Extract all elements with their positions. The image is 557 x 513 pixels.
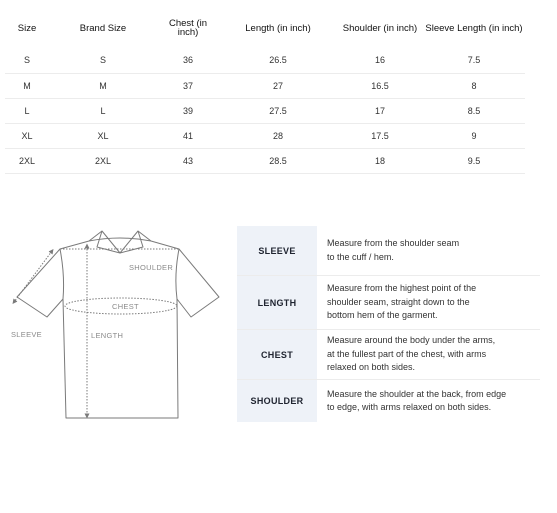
cell-length: 27.5 xyxy=(219,98,337,123)
header-brand-size: Brand Size xyxy=(79,22,127,34)
header-shoulder: Shoulder (in inch) xyxy=(342,22,418,34)
table-row xyxy=(5,123,525,148)
cell-brand-size: S xyxy=(49,48,157,73)
cell-brand-size: XL xyxy=(49,123,157,148)
cell-size: L xyxy=(5,98,49,123)
table-row xyxy=(5,73,525,98)
guide-row-shoulder xyxy=(237,380,540,422)
guide-row-length xyxy=(237,276,540,330)
cell-chest: 36 xyxy=(157,48,219,73)
size-chart-header-row xyxy=(5,8,525,48)
guide-description: Measure from the highest point of the shoulder seam, straight down to the bottom hem of the garment. xyxy=(327,283,477,321)
cell-sleeve-length: 9 xyxy=(423,123,525,148)
chest-diagram-label: CHEST xyxy=(112,302,139,311)
cell-chest: 37 xyxy=(157,73,219,98)
guide-label: LENGTH xyxy=(237,276,317,329)
cell-shoulder: 17.5 xyxy=(337,123,423,148)
guide-row-chest xyxy=(237,330,540,380)
cell-sleeve-length: 8 xyxy=(423,73,525,98)
cell-shoulder: 16.5 xyxy=(337,73,423,98)
sleeve-diagram-label: SLEEVE xyxy=(11,330,42,339)
cell-chest: 39 xyxy=(157,98,219,123)
shirt-measurement-diagram xyxy=(5,225,230,430)
shoulder-diagram-label: SHOULDER xyxy=(129,263,174,272)
cell-chest: 43 xyxy=(157,148,219,173)
guide-row-sleeve xyxy=(237,226,540,276)
cell-size: S xyxy=(5,48,49,73)
length-diagram-label: LENGTH xyxy=(91,331,124,340)
cell-sleeve-length: 8.5 xyxy=(423,98,525,123)
guide-label: SLEEVE xyxy=(237,226,317,275)
cell-shoulder: 18 xyxy=(337,148,423,173)
cell-size: 2XL xyxy=(5,148,49,173)
cell-length: 27 xyxy=(219,73,337,98)
cell-brand-size: L xyxy=(49,98,157,123)
guide-label: CHEST xyxy=(237,330,317,379)
table-row xyxy=(5,48,525,73)
header-length: Length (in inch) xyxy=(245,22,311,34)
sleeve-measure-line xyxy=(14,251,52,302)
cell-sleeve-length: 9.5 xyxy=(423,148,525,173)
guide-description: Measure the shoulder at the back, from edge to edge, with arms relaxed on both sides. xyxy=(327,388,507,412)
cell-size: M xyxy=(5,73,49,98)
cell-shoulder: 17 xyxy=(337,98,423,123)
header-size: Size xyxy=(17,22,37,34)
cell-length: 28.5 xyxy=(219,148,337,173)
table-row xyxy=(5,148,525,173)
measurement-guide xyxy=(237,226,540,422)
guide-description: Measure from the shoulder seam to the cuff / hem. xyxy=(327,238,460,262)
header-chest: Chest (in inch) xyxy=(168,18,207,38)
cell-length: 28 xyxy=(219,123,337,148)
cell-chest: 41 xyxy=(157,123,219,148)
cell-size: XL xyxy=(5,123,49,148)
guide-description: Measure around the body under the arms, at the fullest part of the chest, with arms relaxed on both sides. xyxy=(327,335,496,373)
cell-sleeve-length: 7.5 xyxy=(423,48,525,73)
header-sleeve-length: Sleeve Length (in inch) xyxy=(425,22,523,34)
cell-brand-size: 2XL xyxy=(49,148,157,173)
cell-shoulder: 16 xyxy=(337,48,423,73)
cell-brand-size: M xyxy=(49,73,157,98)
table-row xyxy=(5,98,525,123)
shirt-outline xyxy=(17,231,219,418)
guide-label: SHOULDER xyxy=(237,380,317,422)
size-chart-table xyxy=(5,8,525,174)
cell-length: 26.5 xyxy=(219,48,337,73)
